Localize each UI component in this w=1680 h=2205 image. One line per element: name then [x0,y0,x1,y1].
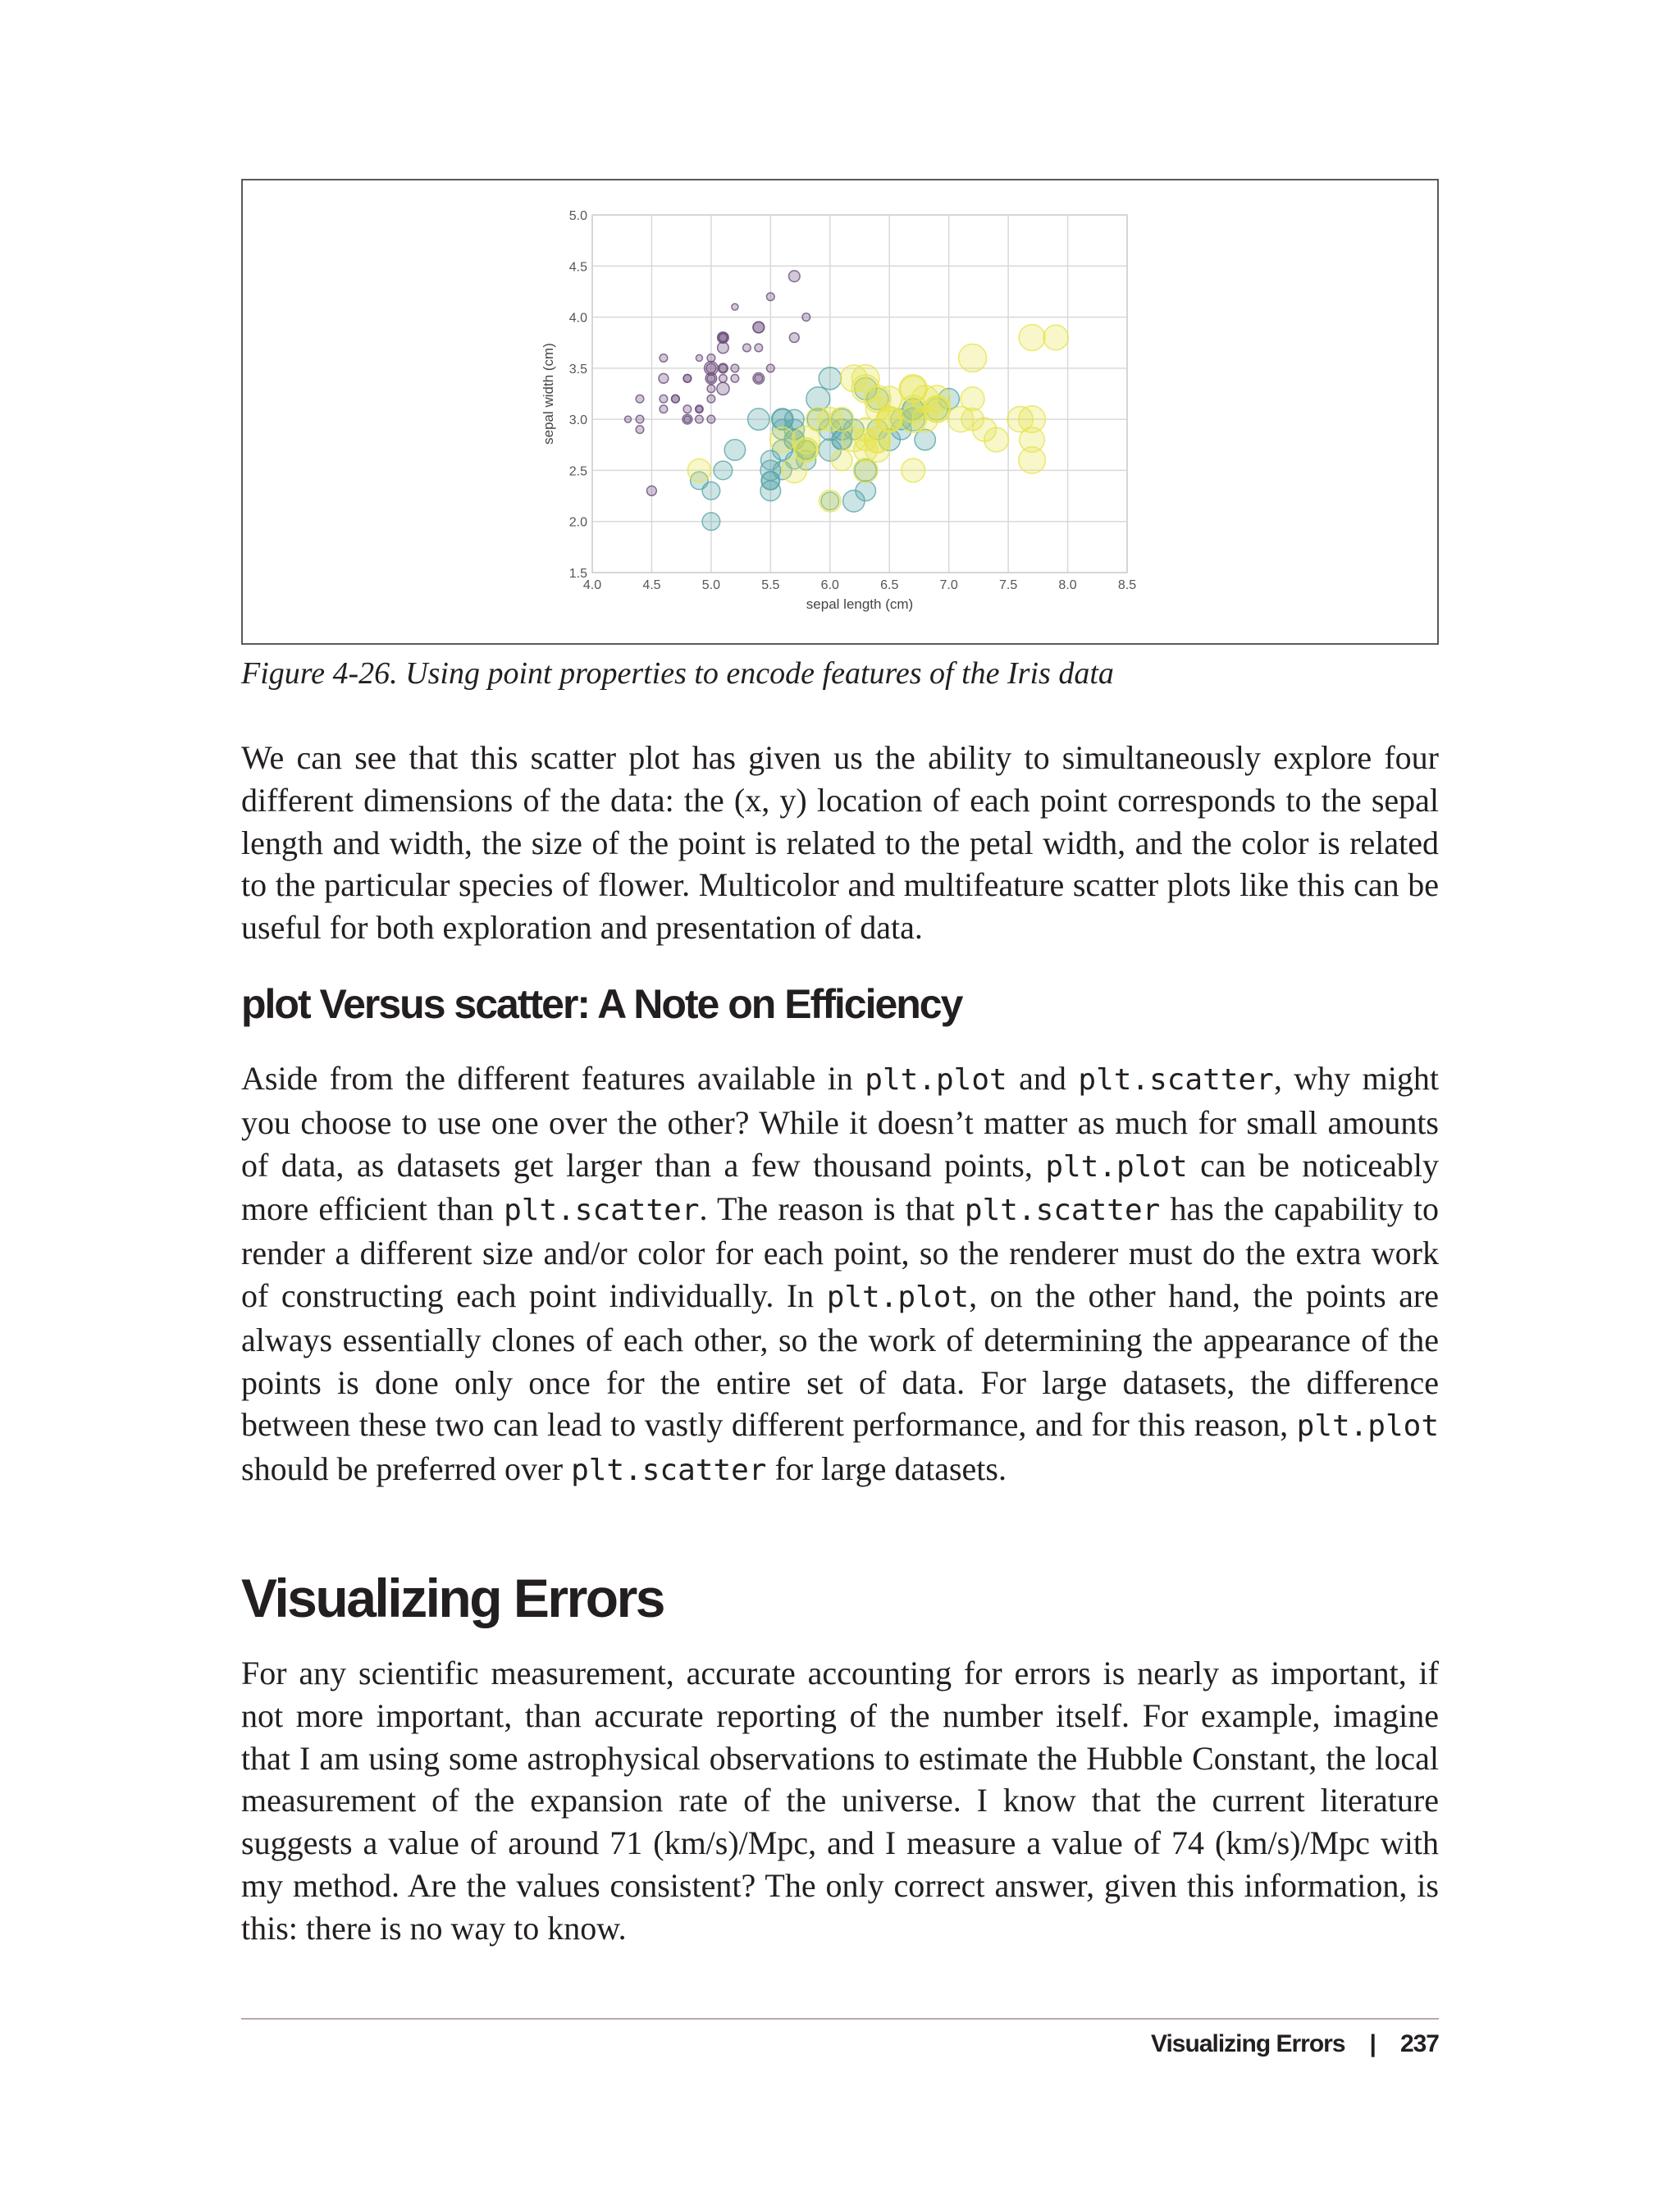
y-tick-label: 3.5 [568,362,587,377]
data-point-setosa [731,375,739,383]
data-point-setosa [755,344,763,352]
paragraph-text: . The reason is that [699,1190,965,1228]
figure-caption: Figure 4-26. Using point properties to encode features of the Iris data [241,656,1114,691]
data-point-setosa [636,415,644,423]
x-tick-label: 8.0 [1058,578,1077,592]
data-point-virginica [877,407,902,431]
paragraph-errors: For any scientific measurement, accurate accounting for errors is nearly as important, if not more important, than accurate reporting of the number itself. For example, imagine that I am using some astrophysical observations to estimate the Hubble Constant, the local measurement of the expansion rate of the universe. I know that the current literature suggests a value of around 71 (km/s)/Mpc, and I measure a value of 74 (km/s)/Mpc with my method. Are the values consistent? The only correct answer, given this information, is this: there is no way to know. [241,1655,1439,1947]
y-tick-label: 5.0 [568,209,587,223]
data-point-setosa [683,375,692,383]
data-point-setosa [683,405,692,413]
data-point-setosa [707,395,715,403]
data-point-setosa [719,334,728,342]
inline-code: plt.scatter [571,1454,767,1488]
data-point-virginica [806,408,830,431]
data-point-versicolor [724,440,745,460]
data-point-virginica [1019,406,1046,433]
paragraph-text: has the capability to render a different size and/or color for each point, so the renderer must do the extra work of constructing each point individually. In [241,1190,1440,1314]
page-footer [1151,2026,1439,2062]
data-point-virginica [819,491,841,512]
data-point-virginica [841,365,868,392]
data-point-setosa [732,304,738,310]
data-point-setosa [636,395,644,403]
data-point-setosa [660,354,668,363]
x-tick-label: 4.0 [582,578,602,592]
data-point-virginica [902,459,925,482]
x-tick-label: 5.5 [761,578,780,592]
y-tick-label: 1.5 [568,567,587,581]
data-point-versicolor [714,461,733,480]
data-point-setosa [789,271,801,282]
data-point-setosa [707,385,715,393]
chart-points [625,271,1069,531]
section-heading-visualizing-errors: Visualizing Errors [241,1568,664,1628]
data-point-setosa [625,416,632,422]
data-point-virginica [900,406,927,433]
data-point-virginica [899,375,927,403]
y-tick-label: 2.0 [568,515,587,530]
y-tick-label: 4.0 [568,311,587,326]
data-point-virginica [770,427,795,452]
x-tick-label: 4.5 [642,578,661,592]
data-point-virginica [961,409,984,431]
x-tick-label: 8.5 [1117,578,1137,592]
paragraph-text: , on the other hand, the points are always essentially clones of each other, so the work of determining the appearance of the points is done only once for the entire set of data. For large datasets, the difference between these two can lead to vastly different performance, and for this reason, [241,1276,1439,1444]
data-point-setosa [802,313,810,322]
data-point-setosa [719,363,728,373]
inline-code: plt.scatter [1078,1063,1274,1097]
footer-separator: | [1369,2030,1376,2057]
paragraph-intro: We can see that this scatter plot has given us the ability to simultaneously explore four different dimensions of the data: the (x, y) location of each point corresponds to the sepal length and width, the size of the point is related to the petal width, and the color is related to the particular species of flower. Multicolor and multifeature scatter plots like this can be useful for both exploration and presentation of data. [241,739,1439,947]
data-point-setosa [717,382,729,395]
paragraph-text: for large datasets. [766,1450,1007,1488]
data-point-virginica [984,427,1009,452]
data-point-setosa [731,364,739,372]
data-point-setosa [705,362,719,376]
paragraph-text: , why might you choose to use one over the other? While it doesn’t matter as much for small amounts of data, as datasets get larger than a few thousand points, [241,1060,1439,1184]
data-point-setosa [767,293,775,301]
data-point-setosa [660,405,668,413]
inline-code: plt.plot [826,1280,970,1314]
data-point-versicolor [748,409,769,430]
x-tick-label: 7.5 [998,578,1018,592]
footer-section-title: Visualizing Errors [1151,2030,1345,2057]
figure-frame [241,179,1439,645]
data-point-setosa [696,405,704,413]
y-tick-label: 4.5 [568,260,587,275]
paragraph-text: and [1007,1060,1079,1097]
data-point-versicolor [702,513,720,531]
inline-code: plt.plot [1045,1149,1188,1184]
data-point-virginica [832,450,852,470]
y-tick-label: 2.5 [568,464,587,479]
x-tick-label: 6.0 [820,578,839,592]
data-point-setosa [682,414,692,424]
inline-code: plt.plot [865,1063,1007,1097]
data-point-versicolor [856,481,876,501]
data-point-versicolor [702,482,720,500]
data-point-setosa [789,333,799,343]
data-point-setosa [767,364,775,372]
footer-rule [241,2018,1439,2020]
paragraph-text: Aside from the different features available in [241,1060,865,1097]
data-point-setosa [753,322,765,333]
scatter-chart [243,180,1437,643]
data-point-setosa [672,395,680,403]
data-point-setosa [719,375,728,383]
paragraph-efficiency [241,1057,1439,1492]
data-point-virginica [855,429,876,450]
paragraph-text: should be preferred over [241,1450,572,1488]
data-point-virginica [853,459,878,483]
data-point-virginica [959,344,987,372]
y-axis-label: sepal width (cm) [541,343,556,445]
inline-code: plt.plot [1296,1409,1439,1444]
y-tick-label: 3.0 [568,413,587,428]
data-point-setosa [707,354,715,363]
data-point-setosa [660,395,668,403]
data-point-setosa [696,415,704,423]
section-heading-efficiency: plot Versus scatter: A Note on Efficiency [241,981,962,1027]
data-point-virginica [1043,325,1068,349]
inline-code: plt.scatter [504,1194,700,1228]
x-tick-label: 5.0 [701,578,721,592]
data-point-versicolor [819,368,841,390]
data-point-setosa [636,426,644,434]
data-point-virginica [1019,325,1045,351]
page-number: 237 [1399,2030,1439,2057]
data-point-setosa [718,342,729,354]
data-point-setosa [696,354,702,361]
data-point-virginica [687,459,710,482]
data-point-setosa [743,344,751,352]
inline-code: plt.scatter [964,1194,1161,1228]
data-point-virginica [961,387,984,411]
data-point-setosa [659,373,669,383]
x-tick-label: 7.0 [939,578,958,592]
data-point-virginica [794,438,819,463]
paragraph-text: can be noticeably more efficient than [241,1146,1439,1228]
x-axis-label: sepal length (cm) [806,596,914,612]
data-point-setosa [647,486,657,495]
data-point-setosa [753,373,765,385]
x-tick-label: 6.5 [880,578,899,592]
data-point-setosa [707,415,715,423]
